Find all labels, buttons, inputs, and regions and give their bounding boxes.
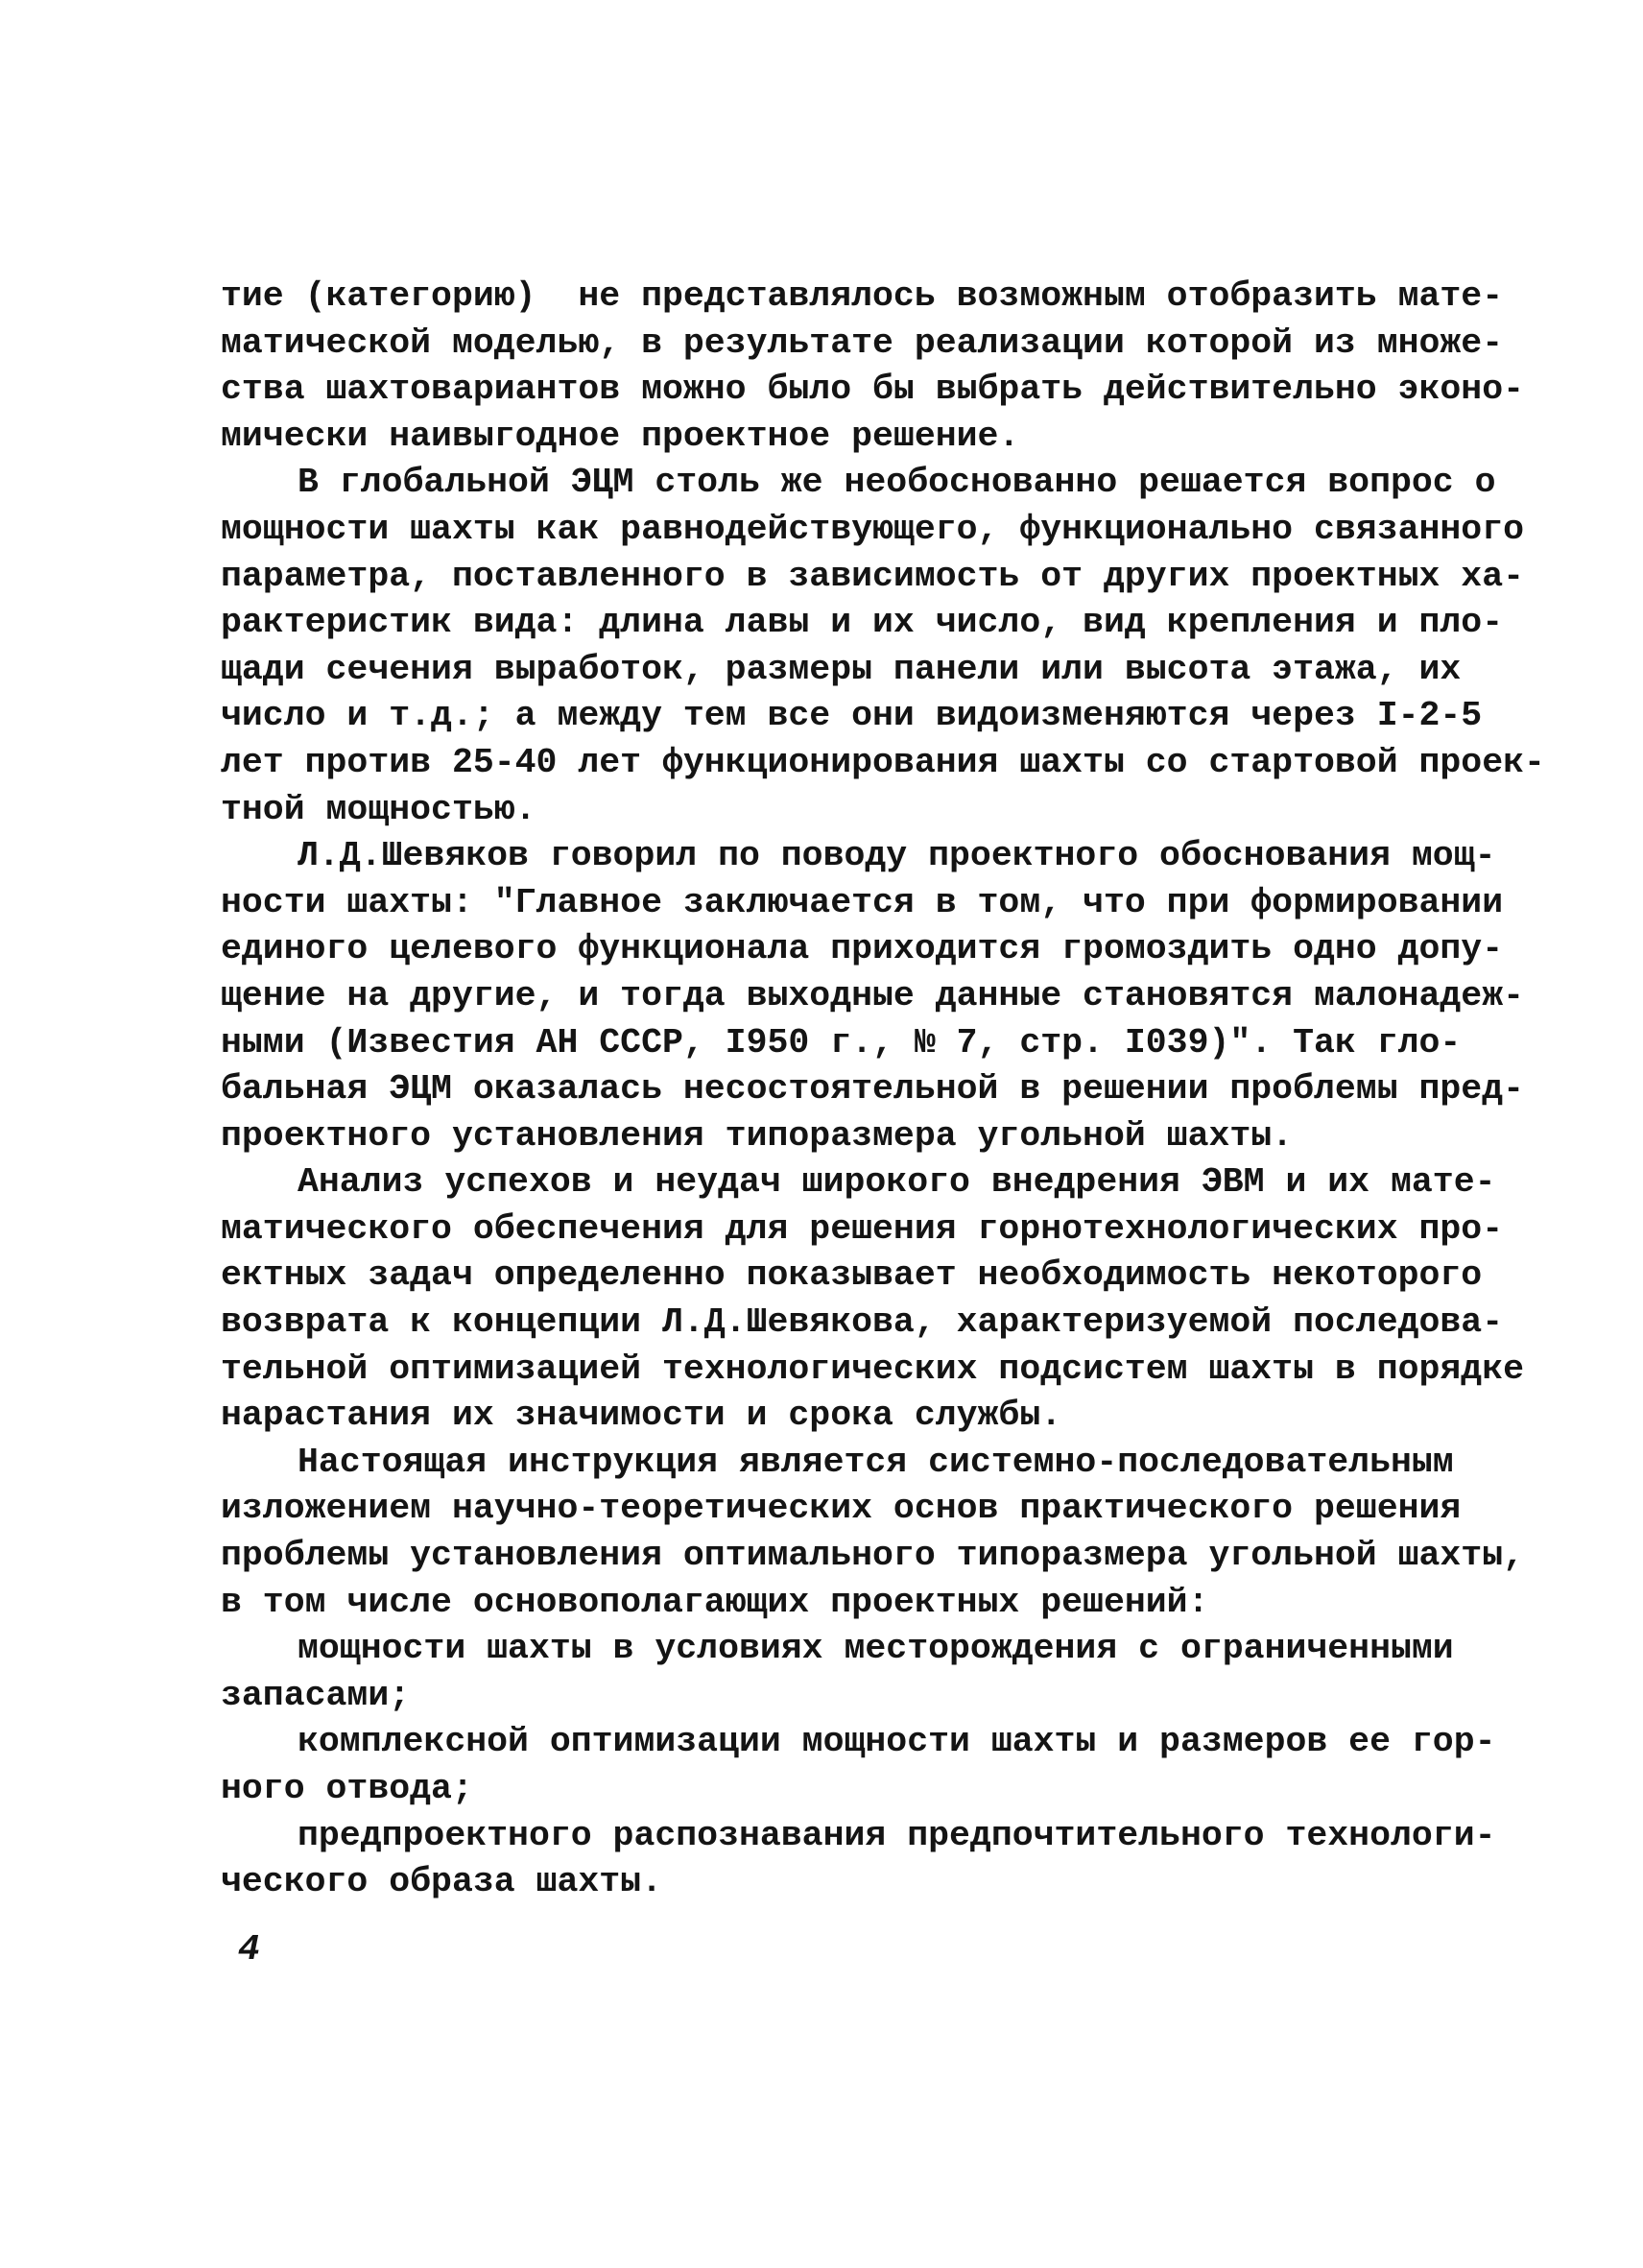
text-line: запасами; [221,1675,411,1715]
body-text [221,274,1545,1906]
list-item-first-line: комплексной оптимизации мощности шахты и размеров ее гор- [298,1722,1496,1762]
text-line: ектных задач определенно показывает необходимость некоторого [221,1255,1483,1296]
text-line: проблемы установления оптимального типоразмера угольной шахты, [221,1536,1525,1576]
text-line: мощности шахты как равнодействующего, функционально связанного [221,509,1525,549]
text-line: матической моделью, в результате реализации которой из множе- [221,322,1504,363]
text-line: тной мощностью. [221,789,536,829]
paragraph-first-line: В глобальной ЭЦМ столь же необоснованно решается вопрос о [298,463,1496,503]
page-number: 4 [238,1929,260,1970]
text-line: мически наивыгодное проектное решение. [221,416,1020,456]
text-line: в том числе основополагающих проектных решений: [221,1582,1209,1622]
text-line: ческого образа шахты. [221,1862,662,1902]
text-line: ства шахтовариантов можно было бы выбрать действительно эконо- [221,370,1525,410]
text-line: нарастания их значимости и срока службы. [221,1396,1062,1436]
text-line: ного отвода; [221,1769,473,1808]
text-line: тельной оптимизацией технологических подсистем шахты в порядке [221,1349,1525,1389]
text-line: щение на другие, и тогда выходные данные становятся малонадеж- [221,975,1525,1015]
text-line: тие (категорию) не представлялось возможным отобразить мате- [221,276,1504,316]
paragraph-first-line: Анализ успехов и неудач широкого внедрения ЭВМ и их мате- [298,1162,1496,1203]
text-line: щади сечения выработок, размеры панели или высота этажа, их [221,649,1462,689]
text-line: возврата к концепции Л.Д.Шевякова, характеризуемой последова- [221,1302,1504,1343]
text-line: число и т.д.; а между тем все они видоизменяются через I-2-5 [221,696,1483,736]
text-line: рактеристик вида: длина лавы и их число, вид крепления и пло- [221,603,1504,643]
list-item-first-line: предпроектного распознавания предпочтительного технологи- [298,1815,1496,1855]
text-line: бальная ЭЦМ оказалась несостоятельной в решении проблемы пред- [221,1069,1525,1110]
text-line: проектного установления типоразмера угольной шахты. [221,1115,1294,1156]
paragraph-first-line: Настоящая инструкция является системно-последовательным [298,1442,1454,1482]
text-line: матического обеспечения для решения горнотехнологических про- [221,1208,1504,1249]
text-line: ности шахты: "Главное заключается в том, что при формировании [221,882,1504,922]
text-line: параметра, поставленного в зависимость от других проектных ха- [221,556,1525,596]
text-line: единого целевого функционала приходится громоздить одно допу- [221,929,1504,969]
paragraph-first-line: Л.Д.Шевяков говорил по поводу проектного обоснования мощ- [298,836,1496,876]
text-line: ными (Известия АН СССР, I950 г., № 7, стр. I039)". Так гло- [221,1022,1462,1062]
text-line: лет против 25-40 лет функционирования шахты со стартовой проек- [221,742,1545,782]
text-line: изложением научно-теоретических основ практического решения [221,1489,1462,1529]
list-item-first-line: мощности шахты в условиях месторождения с ограниченными [298,1629,1454,1669]
